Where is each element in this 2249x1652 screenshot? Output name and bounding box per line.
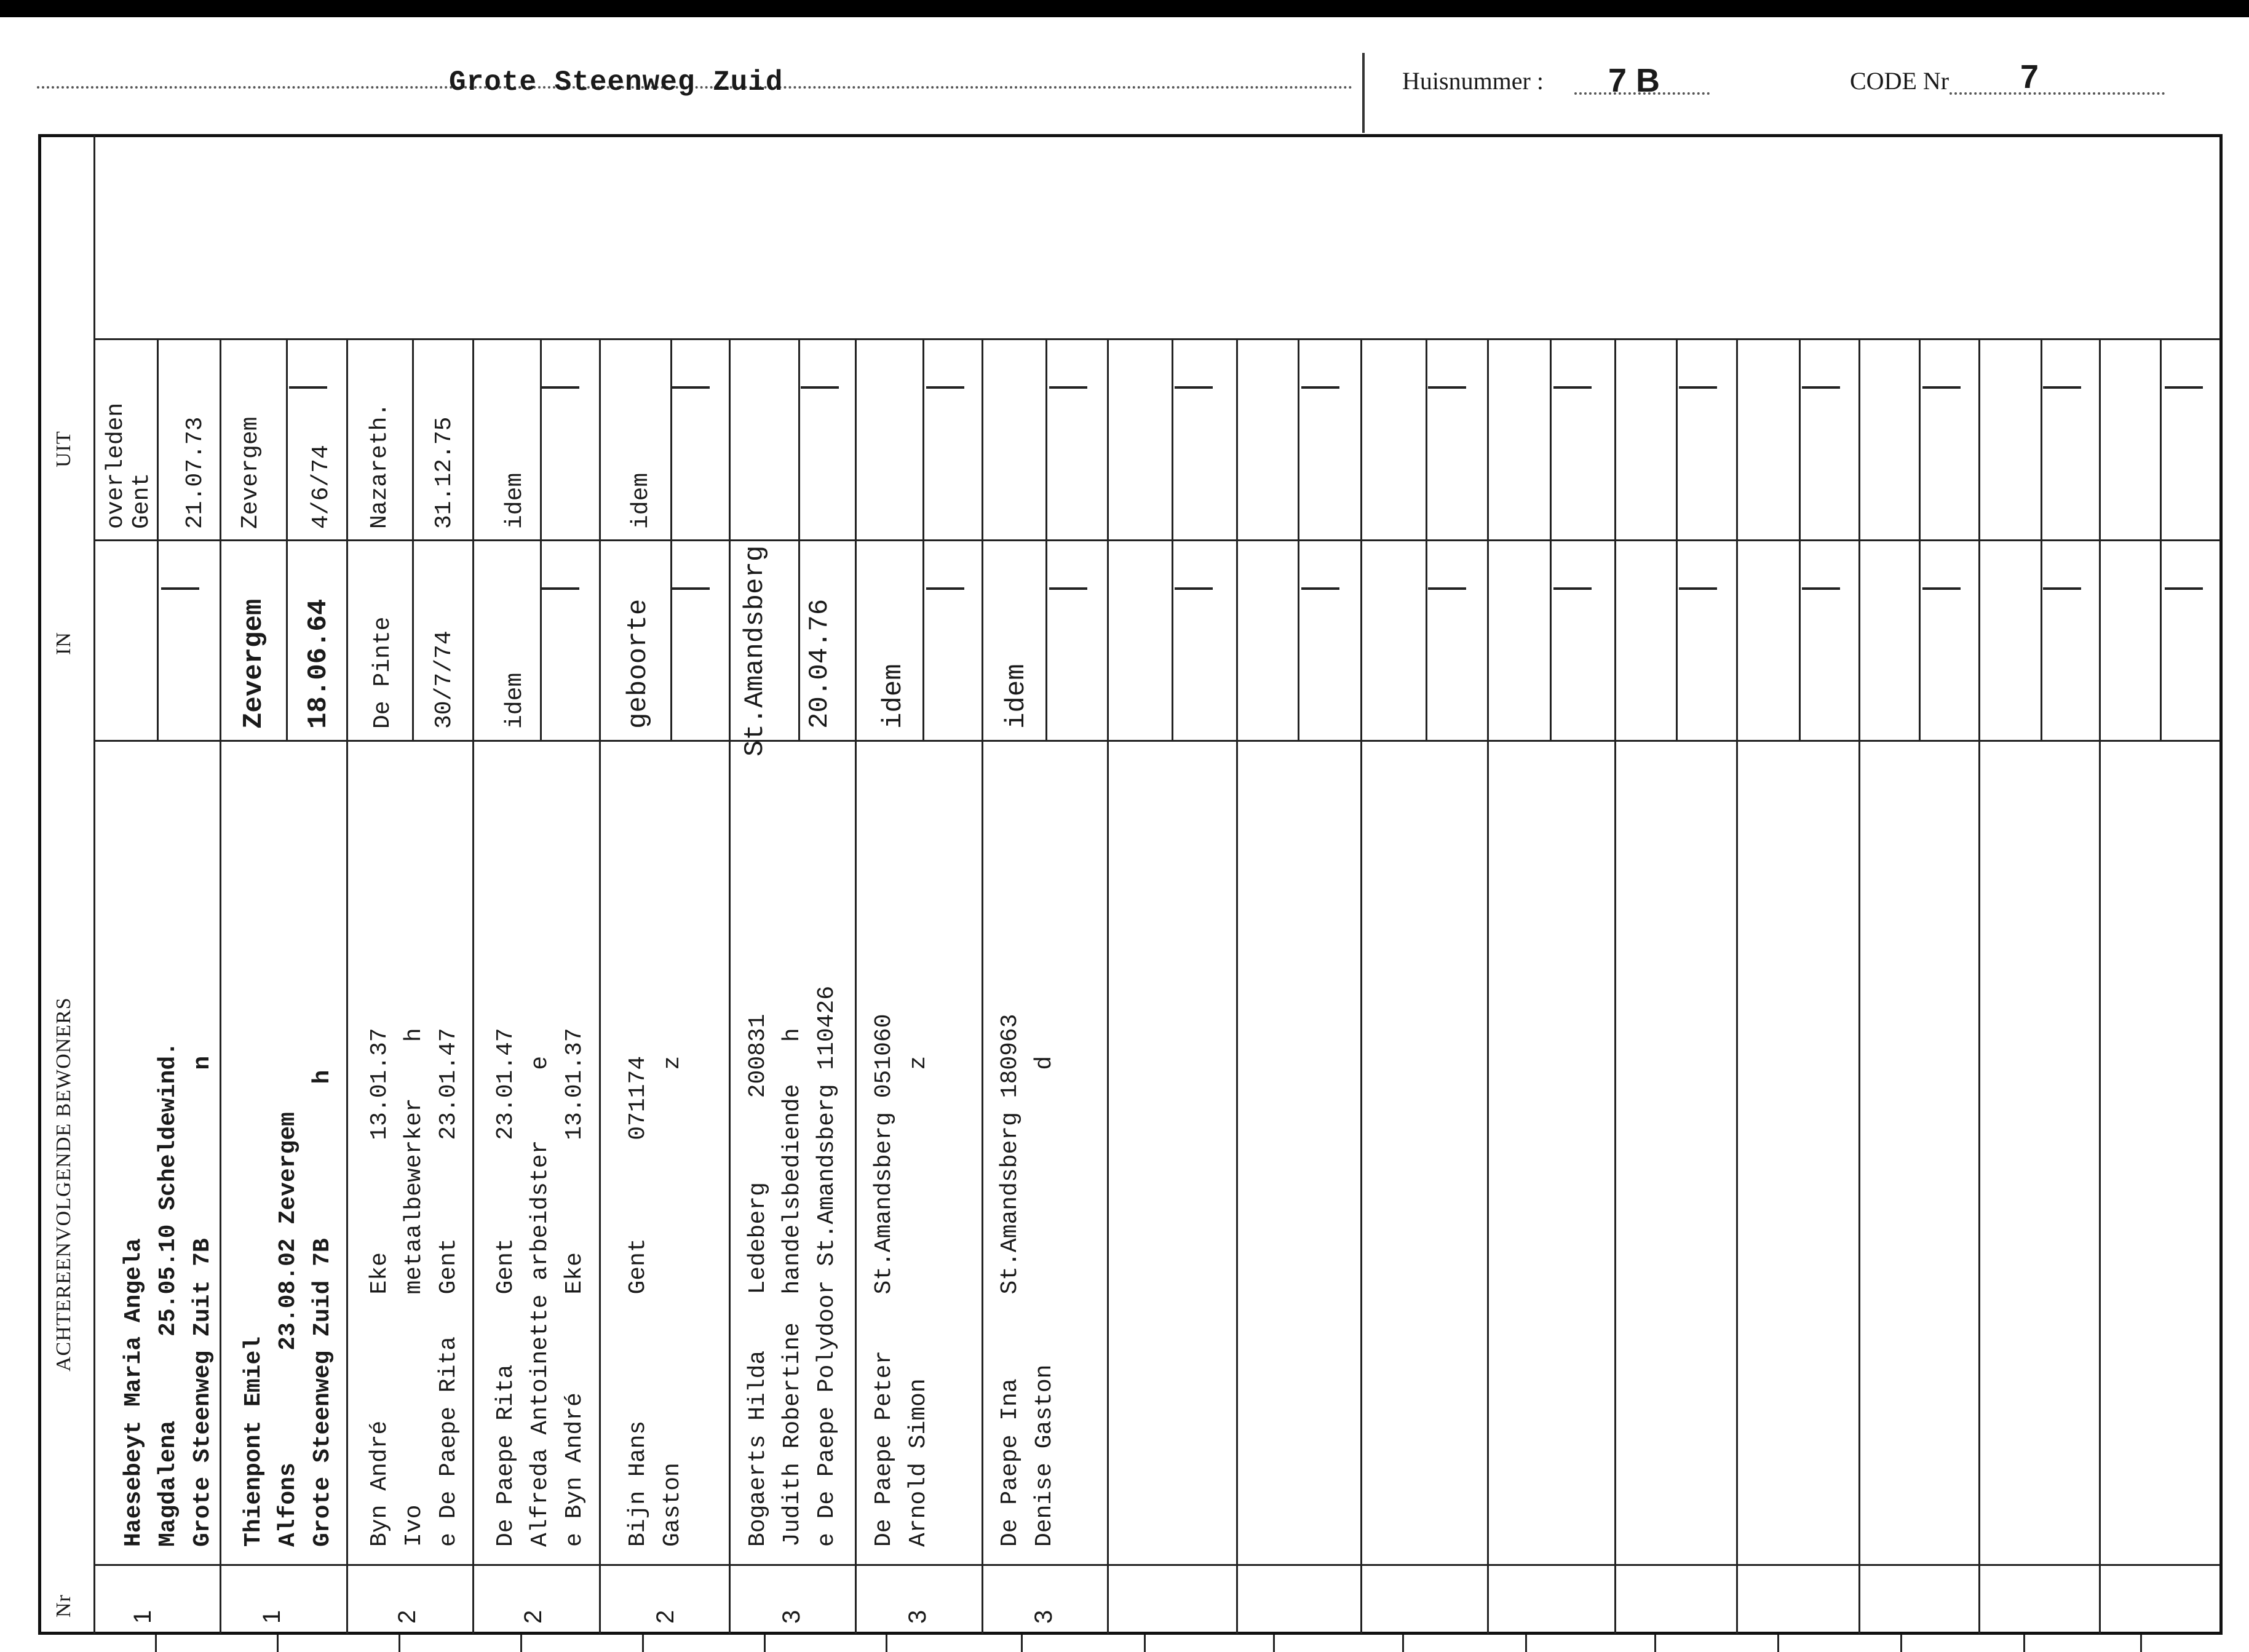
bottom-tick — [1144, 1635, 1146, 1652]
record-2-bewoner: Thienpont Emiel Alfons 23.08.02 Zevergem Grote Steenweg Zuid 7B h — [240, 1070, 336, 1547]
empty-dash — [1175, 386, 1213, 389]
empty-dash — [289, 386, 327, 389]
empty-dash — [1922, 386, 1961, 389]
huisnummer-label: Huisnummer : — [1402, 67, 1544, 95]
column-line — [1858, 338, 1860, 1634]
column-line — [599, 338, 601, 1634]
sub-column-line — [1550, 338, 1552, 740]
uit-in-line — [95, 539, 2220, 541]
bottom-tick — [155, 1635, 157, 1652]
code-value: 7 — [2020, 58, 2039, 95]
column-line — [346, 338, 348, 1634]
empty-dash — [1679, 587, 1717, 590]
sub-column-line — [1676, 338, 1678, 740]
bottom-tick — [1021, 1635, 1023, 1652]
section-label-uit: UIT — [52, 431, 75, 467]
empty-dash — [1553, 386, 1592, 389]
record-3-bewoner: Byn André Eke 13.01.37 Ivo metaalbewerker h e De Paepe Rita Gent 23.01.47 — [367, 1028, 462, 1547]
top-area-line — [95, 338, 2220, 340]
record-3-nr: 2 — [394, 1610, 421, 1624]
empty-dash — [541, 587, 579, 590]
code-label: CODE Nr — [1850, 67, 1950, 95]
bottom-tick — [2140, 1635, 2142, 1652]
bottom-tick — [642, 1635, 644, 1652]
bottom-tick — [1900, 1635, 1902, 1652]
sub-column-line — [2160, 338, 2162, 740]
empty-dash — [161, 587, 199, 590]
sub-column-line — [1799, 338, 1801, 740]
in-bewoners-line — [95, 740, 2220, 742]
record-3-uit-date: 31.12.75 — [431, 416, 458, 529]
sub-column-line — [798, 338, 800, 740]
header-separator — [1362, 53, 1365, 133]
column-line — [1360, 338, 1362, 1634]
bottom-tick — [277, 1635, 279, 1652]
empty-dash — [2043, 587, 2081, 590]
sub-column-line — [540, 338, 542, 740]
empty-dash — [1922, 587, 1961, 590]
column-line — [1736, 338, 1738, 1634]
sub-column-line — [286, 338, 288, 740]
bottom-tick — [520, 1635, 522, 1652]
column-line — [2099, 338, 2101, 1634]
record-1-uit-place: overleden Gent — [103, 402, 155, 529]
record-4-in-place: idem — [502, 672, 528, 729]
column-line — [1107, 338, 1109, 1634]
empty-dash — [1049, 386, 1087, 389]
empty-dash — [1428, 587, 1466, 590]
sub-column-line — [1426, 338, 1427, 740]
record-3-uit-place: Nazareth. — [367, 402, 393, 529]
column-line — [472, 338, 474, 1634]
street-name: Grote Steenweg Zuid — [449, 66, 783, 98]
record-7-bewoner: De Paepe Peter St.Amandsberg 051060 Arnold Simon z — [871, 1014, 932, 1547]
record-7-nr: 3 — [904, 1610, 931, 1624]
empty-dash — [541, 386, 579, 389]
empty-dash — [1301, 587, 1339, 590]
record-2-uit-place: Zevergem — [237, 416, 264, 529]
column-line — [982, 338, 983, 1634]
sub-column-line — [922, 338, 924, 740]
huisnummer-value: 7 B — [1608, 62, 1660, 99]
bottom-tick — [1402, 1635, 1404, 1652]
section-label-bewoners: ACHTEREENVOLGENDE BEWONERS — [52, 997, 75, 1372]
sub-column-line — [1172, 338, 1173, 740]
column-line — [1487, 338, 1489, 1634]
empty-dash — [672, 386, 710, 389]
empty-dash — [926, 587, 964, 590]
code-dotted-line — [1950, 92, 2165, 95]
scan-top-edge — [0, 0, 2249, 17]
column-line — [1614, 338, 1616, 1634]
record-7-in-place: idem — [878, 664, 909, 729]
bottom-tick — [399, 1635, 400, 1652]
empty-dash — [2165, 587, 2203, 590]
section-label-nr: Nr — [52, 1594, 75, 1618]
record-8-bewoner: De Paepe Ina St.Amandsberg 180963 Denise Gaston d — [997, 1014, 1058, 1547]
empty-dash — [1802, 587, 1840, 590]
sub-column-line — [157, 338, 159, 740]
record-6-in-place: St.Amandsberg — [740, 545, 771, 757]
record-2-nr: 1 — [258, 1610, 285, 1624]
sub-column-line — [1045, 338, 1047, 740]
record-4-nr: 2 — [520, 1610, 547, 1624]
empty-dash — [1175, 587, 1213, 590]
empty-dash — [926, 386, 964, 389]
column-line — [729, 338, 731, 1634]
record-5-uit-place: idem — [628, 472, 654, 529]
record-6-bewoner: Bogaerts Hilda Ledeberg 200831 Judith Robertine handelsbediende h e De Paepe Polydoor St.Amandsberg 110426 — [745, 985, 840, 1547]
record-2-in-date: 18.06.64 — [303, 598, 334, 729]
record-5-nr: 2 — [652, 1610, 679, 1624]
record-3-in-date: 30/7/74 — [431, 630, 458, 729]
record-1-bewoner: Haesebeyt Maria Angela Magdalena 25.05.10 Scheldewind. Grote Steenweg Zuit 7B n — [121, 1042, 216, 1547]
record-4-bewoner: De Paepe Rita Gent 23.01.47 Alfreda Antoinette arbeidster e e Byn André Eke 13.01.37 — [493, 1028, 588, 1547]
empty-dash — [2165, 386, 2203, 389]
record-8-nr: 3 — [1030, 1610, 1057, 1624]
column-line — [1236, 338, 1238, 1634]
sub-column-line — [1919, 338, 1921, 740]
bottom-tick — [1777, 1635, 1779, 1652]
record-2-in-place: Zevergem — [239, 598, 269, 729]
bottom-tick — [764, 1635, 766, 1652]
sub-column-line — [2041, 338, 2042, 740]
bottom-tick — [1654, 1635, 1656, 1652]
empty-dash — [801, 386, 839, 389]
record-3-in-place: De Pinte — [370, 616, 396, 729]
record-1-uit-date: 21.07.73 — [182, 416, 208, 529]
bewoners-nr-line — [95, 1564, 2220, 1566]
sub-column-line — [1298, 338, 1299, 740]
record-2-uit-date: 4/6/74 — [308, 445, 335, 529]
empty-dash — [1428, 386, 1466, 389]
empty-dash — [1553, 587, 1592, 590]
empty-dash — [2043, 386, 2081, 389]
bottom-tick — [886, 1635, 887, 1652]
empty-dash — [1049, 587, 1087, 590]
column-line — [1978, 338, 1980, 1634]
sub-column-line — [412, 338, 414, 740]
section-label-in: IN — [52, 632, 75, 655]
empty-dash — [1679, 386, 1717, 389]
record-1-nr: 1 — [129, 1610, 156, 1624]
empty-dash — [1802, 386, 1840, 389]
empty-dash — [672, 587, 710, 590]
record-5-bewoner: Bijn Hans Gent 071174 Gaston z — [625, 1055, 686, 1547]
bottom-tick — [1525, 1635, 1527, 1652]
sub-column-line — [670, 338, 672, 740]
bottom-tick — [1273, 1635, 1275, 1652]
bottom-tick — [2023, 1635, 2025, 1652]
empty-dash — [1301, 386, 1339, 389]
record-8-in-place: idem — [1001, 664, 1032, 729]
label-column-border — [93, 135, 95, 1634]
record-5-in-place: geboorte — [623, 598, 654, 729]
record-6-nr: 3 — [778, 1610, 805, 1624]
record-4-uit-place: idem — [502, 472, 528, 529]
column-line — [855, 338, 857, 1634]
record-6-in-date: 20.04.76 — [804, 598, 835, 729]
